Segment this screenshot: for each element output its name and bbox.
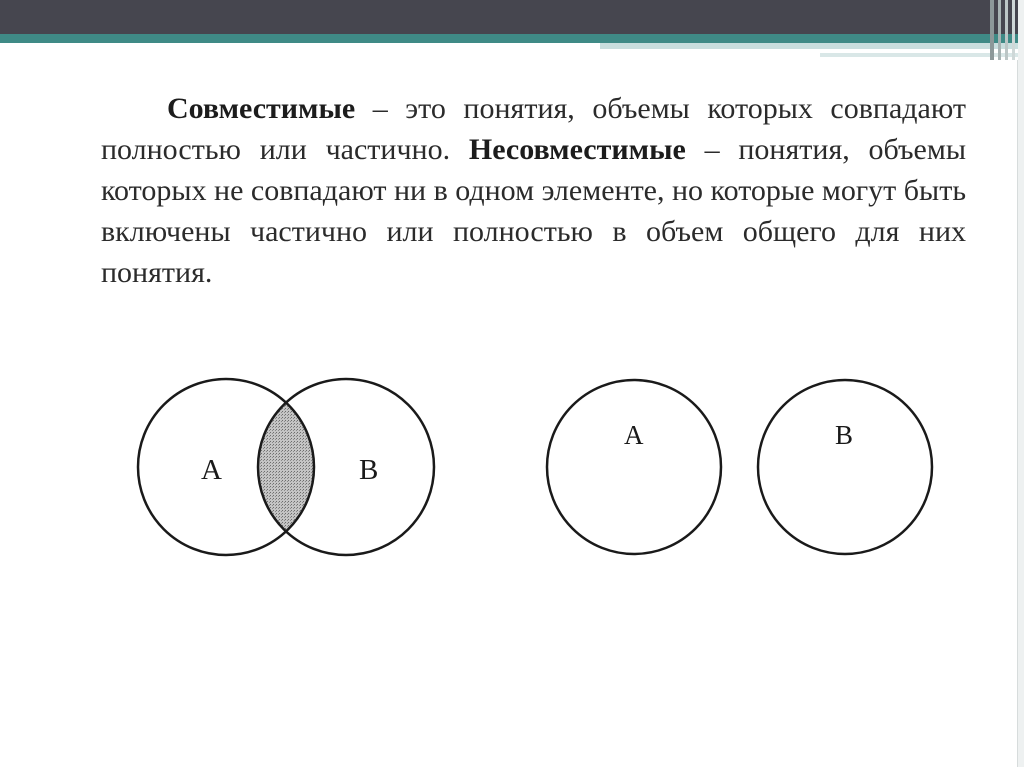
label-a-compatible: A: [201, 454, 222, 486]
header-teal-band: [0, 34, 1024, 43]
label-b-incompatible: B: [835, 420, 854, 450]
header-stripe-4: [1012, 0, 1015, 60]
header-light-band-1: [600, 43, 1024, 49]
euler-diagrams: [0, 360, 1024, 580]
compatible-diagram: [138, 379, 434, 555]
definition-paragraph: [101, 88, 966, 293]
header-stripe-1: [990, 0, 994, 60]
slide-header-decoration: [0, 0, 1024, 60]
incompatible-diagram: [547, 380, 932, 554]
term-incompatible: Несовместимые: [468, 133, 686, 166]
definition-incompatible: – понятия, объемы которых не совпадают ни в одном элементе, но которые могут быть включены частично или полностью в объем общего для них понятия.: [101, 133, 967, 289]
label-a-incompatible: A: [624, 420, 644, 450]
header-stripe-3: [1005, 0, 1008, 60]
circle-a-incompatible: [547, 380, 721, 554]
header-stripe-2: [998, 0, 1001, 60]
circle-b-incompatible: [758, 380, 932, 554]
header-dark-band: [0, 0, 1024, 34]
label-b-compatible: B: [359, 454, 379, 486]
definition-compatible: – это понятия, объемы которых совпадают полностью или частично.: [101, 92, 966, 166]
term-compatible: Совместимые: [167, 92, 356, 125]
definition-text: [101, 88, 966, 293]
